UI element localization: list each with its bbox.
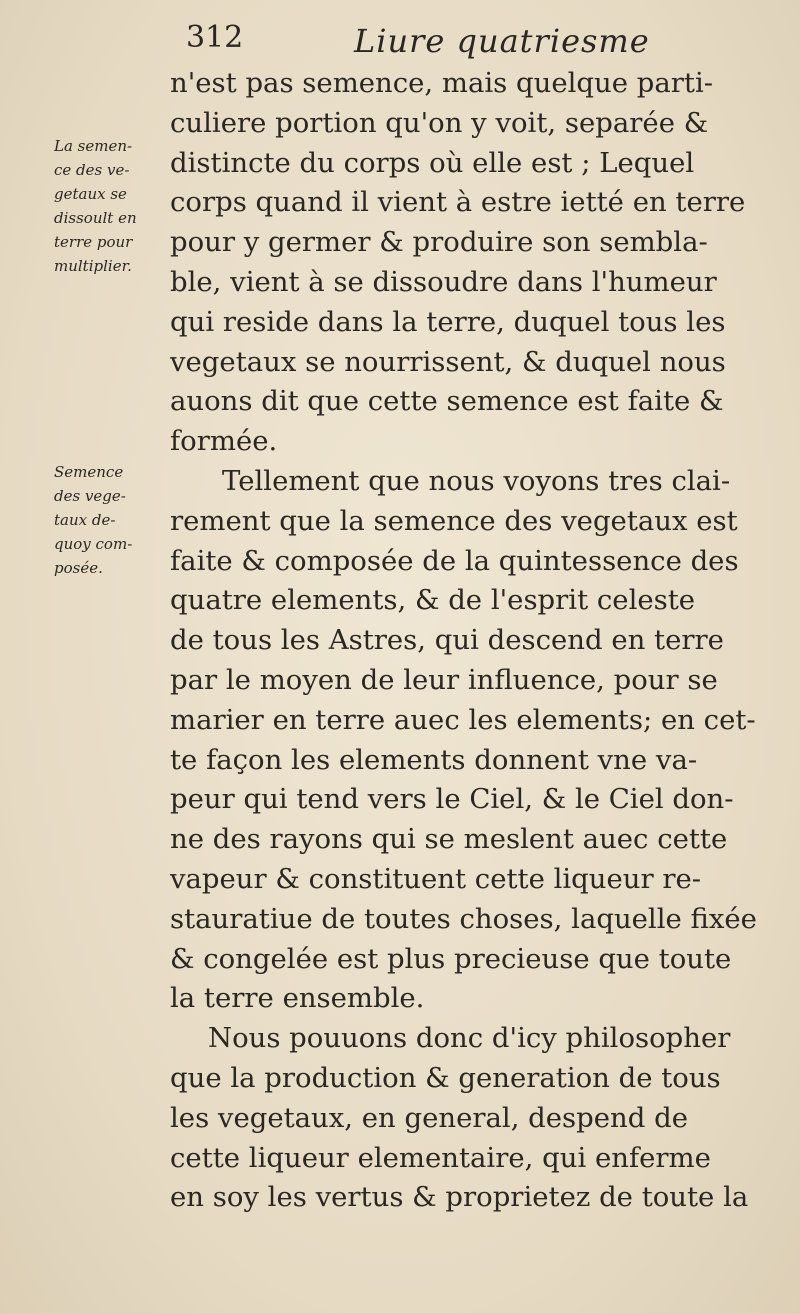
text-line: les vegetaux, en general, despend de <box>170 1101 688 1134</box>
text-line: n'est pas semence, mais quelque parti- <box>170 67 714 99</box>
text-line: & congelée est plus precieuse que toute <box>170 942 732 975</box>
text-line: par le moyen de leur influence, pour se <box>170 663 718 696</box>
margin-note-line: ce des ve- <box>54 161 130 179</box>
text-line: vapeur & constituent cette liqueur re- <box>170 862 702 895</box>
page-number: 312 <box>186 20 244 55</box>
text-line: formée. <box>170 425 278 458</box>
margin-note-line: Semence <box>54 463 124 481</box>
text-line: la terre ensemble. <box>170 982 425 1015</box>
text-line: distincte du corps où elle est ; Lequel <box>170 146 695 179</box>
text-line: ble, vient à se dissoudre dans l'humeur <box>170 265 717 298</box>
margin-note-seed-dissolves <box>54 134 182 278</box>
text-line: de tous les Astres, qui descend en terre <box>170 624 724 657</box>
margin-note-seed-composition <box>54 460 182 580</box>
text-line: que la production & generation de tous <box>170 1061 721 1094</box>
text-line: en soy les vertus & proprietez de toute la <box>170 1181 749 1214</box>
text-line: peur qui tend vers le Ciel, & le Ciel don- <box>170 783 734 816</box>
text-line: stauratiue de toutes choses, laquelle fixée <box>170 902 757 935</box>
margin-note-line: posée. <box>54 559 103 577</box>
text-line: quatre elements, & de l'esprit celeste <box>170 584 696 617</box>
running-title: Liure quatriesme <box>354 22 650 60</box>
text-line: vegetaux se nourrissent, & duquel nous <box>170 345 726 378</box>
text-line: rement que la semence des vegetaux est <box>170 504 738 537</box>
text-line: corps quand il vient à estre ietté en terre <box>170 186 746 219</box>
text-line: Nous pouuons donc d'icy philosopher <box>208 1022 731 1055</box>
text-line: marier en terre auec les elements; en cet- <box>170 703 756 736</box>
margin-note-line: des vege- <box>54 487 126 505</box>
margin-note-line: multiplier. <box>54 257 132 275</box>
page-header <box>186 20 746 60</box>
margin-note-line: La semen- <box>54 137 133 155</box>
margin-note-line: taux de- <box>54 511 116 529</box>
text-line: Tellement que nous voyons tres clai- <box>222 464 731 497</box>
body-text <box>170 64 770 1218</box>
text-line: pour y germer & produire son sembla- <box>170 226 708 259</box>
margin-note-line: getaux se <box>54 185 127 203</box>
margin-note-line: dissoult en <box>54 209 137 227</box>
text-line: te façon les elements donnent vne va- <box>170 743 698 776</box>
text-line: culiere portion qu'on y voit, separée & <box>170 106 709 139</box>
margin-note-line: quoy com- <box>54 535 133 553</box>
text-line: qui reside dans la terre, duquel tous les <box>170 305 726 338</box>
text-line: auons dit que cette semence est faite & <box>170 385 724 418</box>
text-line: faite & composée de la quintessence des <box>170 544 739 577</box>
text-line: cette liqueur elementaire, qui enferme <box>170 1141 711 1174</box>
margin-note-line: terre pour <box>54 233 133 251</box>
text-line: ne des rayons qui se meslent auec cette <box>170 823 728 856</box>
